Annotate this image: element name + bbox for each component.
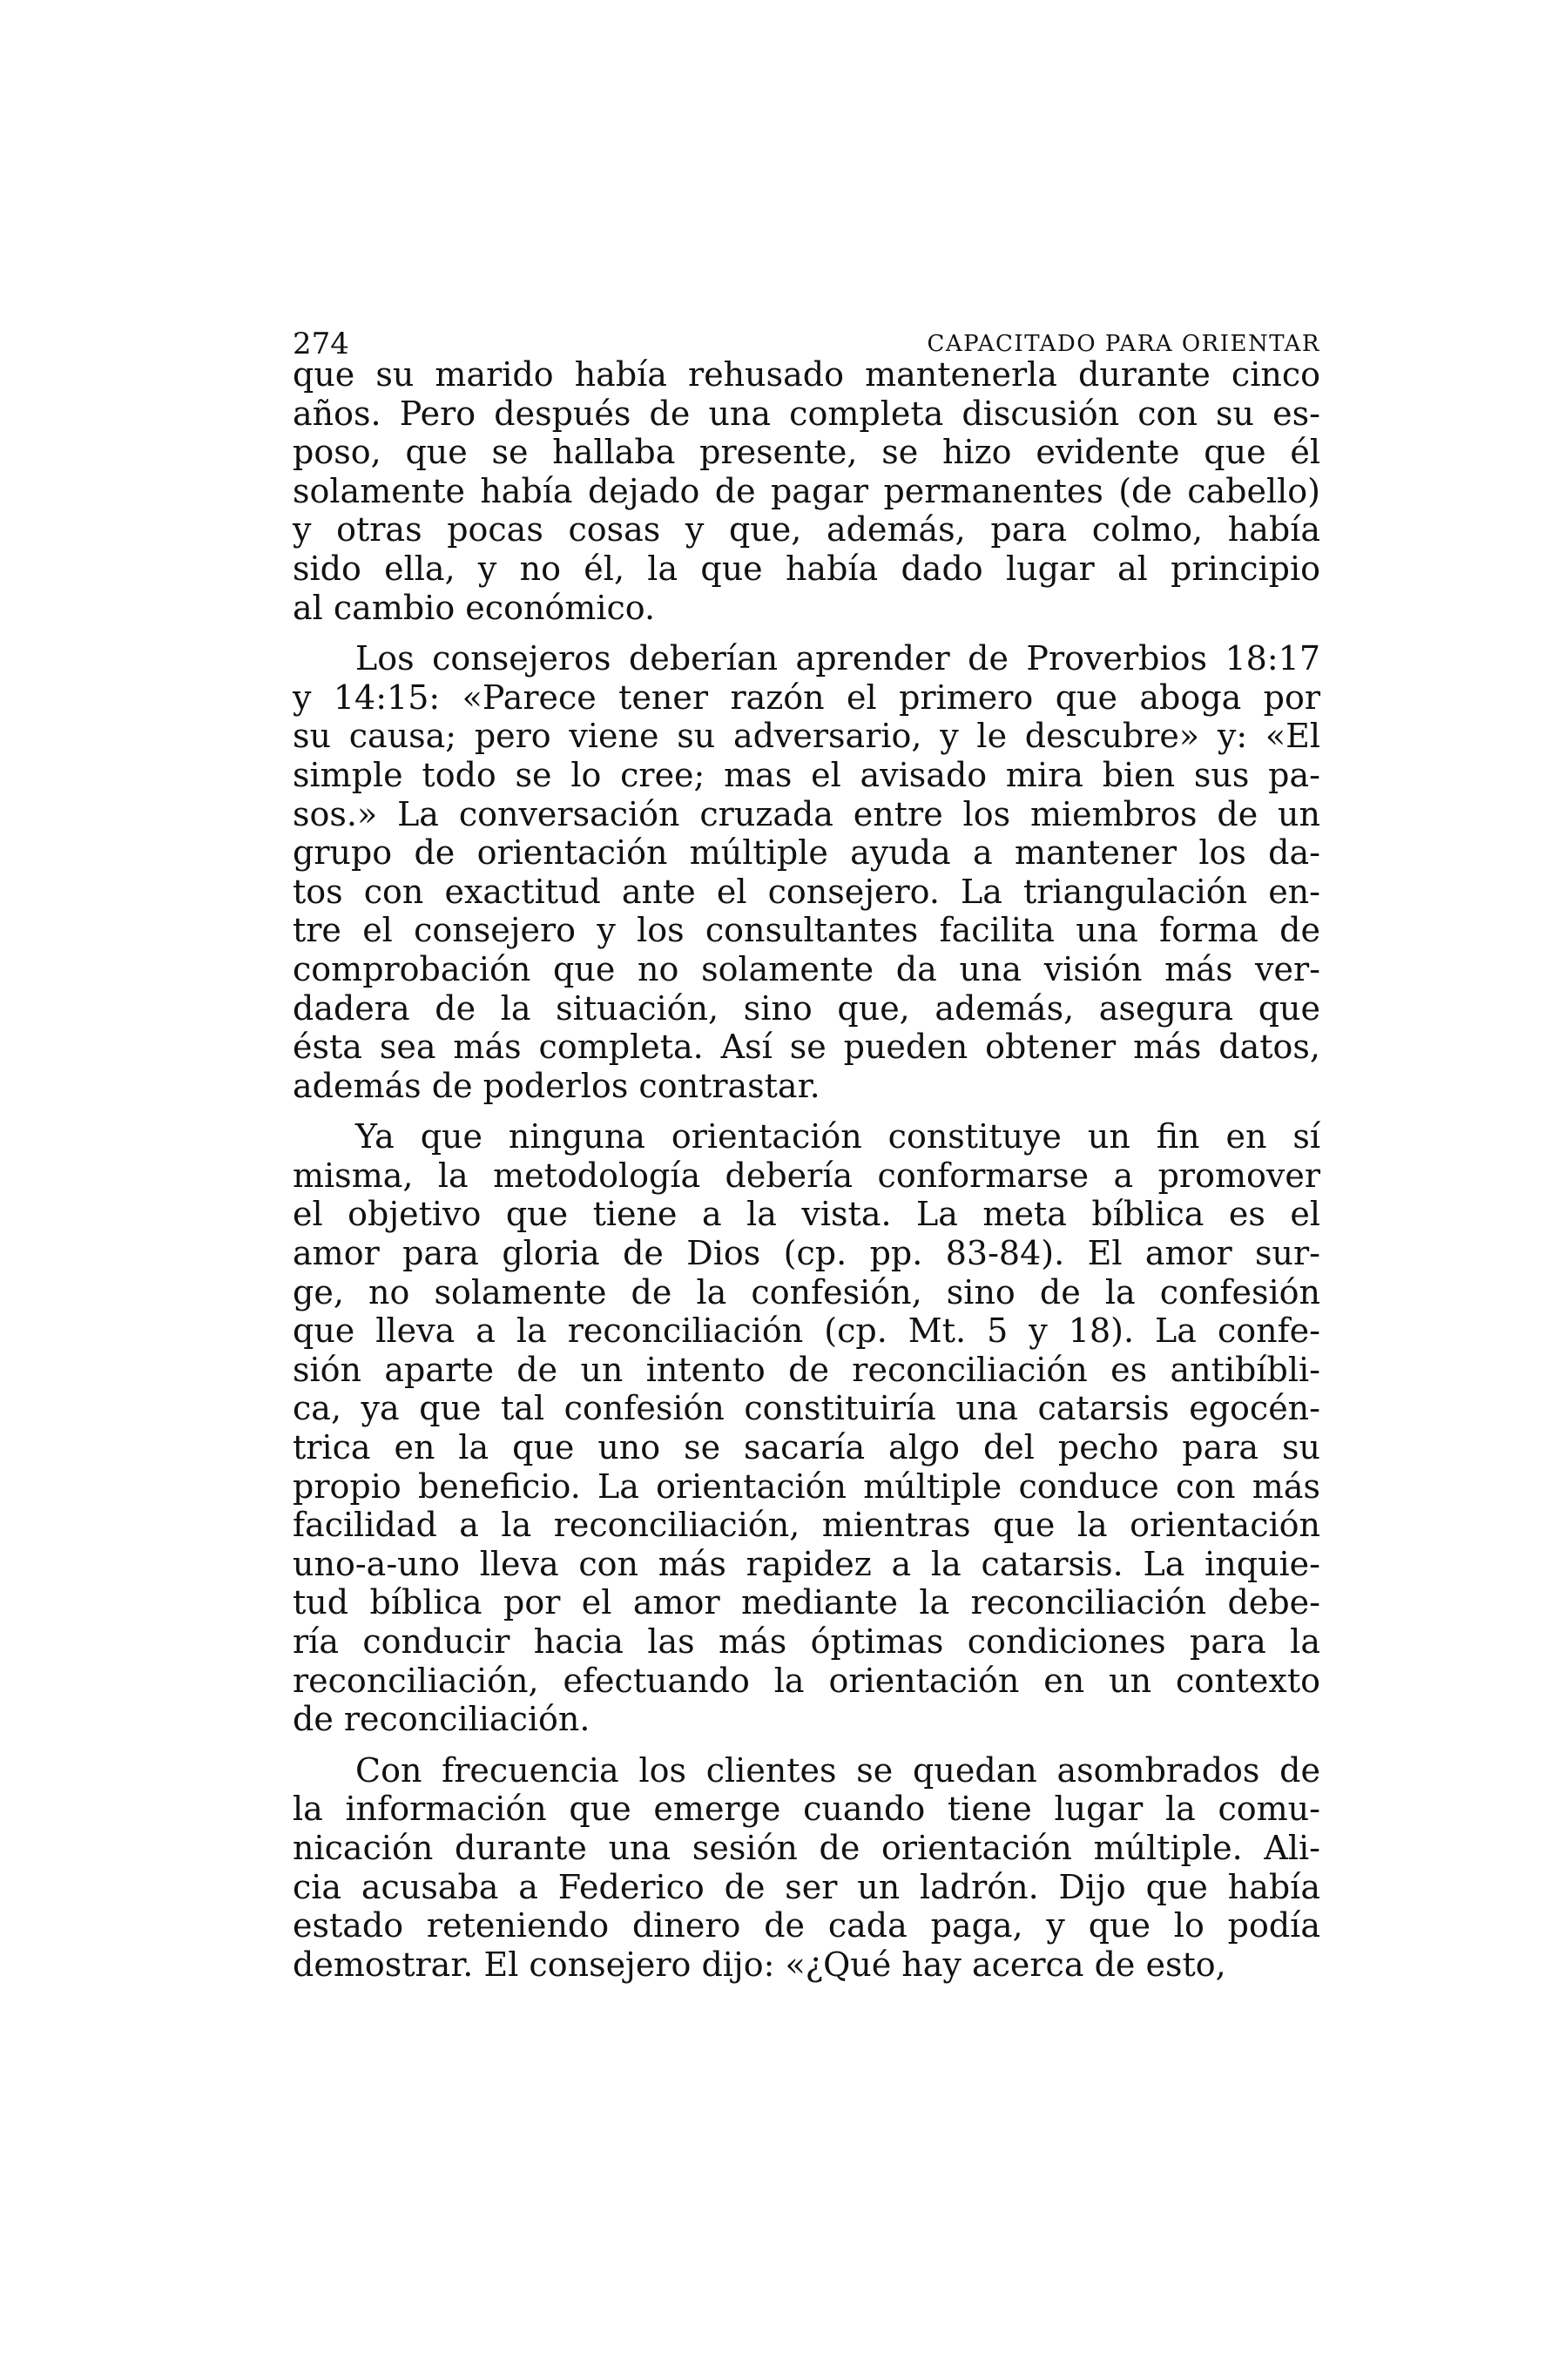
text-line: y 14:15: «Parece tener razón el primero que aboga por	[293, 678, 1320, 717]
paragraph	[293, 1117, 1320, 1739]
paragraph	[293, 1751, 1320, 1985]
text-line: sos.» La conversación cruzada entre los miembros de un	[293, 794, 1320, 833]
text-line: ésta sea más completa. Así se pueden obtener más datos,	[293, 1028, 1320, 1067]
text-line: además de poderlos contrastar.	[293, 1066, 820, 1105]
text-line: Con frecuencia los clientes se quedan asombrados de	[355, 1750, 1320, 1790]
text-line: su causa; pero viene su adversario, y le descubre» y: «El	[293, 717, 1320, 756]
text-line: amor para gloria de Dios (cp. pp. 83-84). El amor sur-	[293, 1234, 1320, 1273]
paragraph-gap	[293, 1105, 1320, 1117]
text-line: ca, ya que tal confesión constituiría una catarsis egocén-	[293, 1389, 1320, 1428]
paragraph	[293, 639, 1320, 1105]
text-line: estado reteniendo dinero de cada paga, y que lo podía	[293, 1906, 1320, 1945]
body-text	[293, 355, 1320, 1984]
text-line: ge, no solamente de la confesión, sino de la confesión	[293, 1272, 1320, 1311]
paragraph-gap	[293, 627, 1320, 639]
text-line: nicación durante una sesión de orientación múltiple. Ali-	[293, 1828, 1320, 1867]
text-line: que lleva a la reconciliación (cp. Mt. 5 y 18). La confe-	[293, 1311, 1320, 1351]
paragraph	[293, 355, 1320, 627]
text-line: facilidad a la reconciliación, mientras que la orientación	[293, 1506, 1320, 1545]
text-line: solamente había dejado de pagar permanentes (de cabello)	[293, 471, 1320, 510]
text-line: que su marido había rehusado mantenerla durante cinco	[293, 355, 1320, 394]
text-line: al cambio económico.	[293, 588, 656, 627]
text-line: Ya que ninguna orientación constituye un fin en sí	[355, 1117, 1320, 1156]
page-number: 274	[293, 327, 349, 361]
text-line: cia acusaba a Federico de ser un ladrón. Dijo que había	[293, 1867, 1320, 1906]
text-line: reconciliación, efectuando la orientación en un contexto	[293, 1661, 1320, 1700]
text-line: dadera de la situación, sino que, además, asegura que	[293, 988, 1320, 1028]
text-line: tos con exactitud ante el consejero. La triangulación en-	[293, 872, 1320, 911]
text-line: trica en la que uno se sacaría algo del pecho para su	[293, 1428, 1320, 1467]
text-line: ría conducir hacia las más óptimas condiciones para la	[293, 1622, 1320, 1661]
text-line: Los consejeros deberían aprender de Proverbios 18:17	[355, 639, 1320, 678]
text-line: el objetivo que tiene a la vista. La meta bíblica es el	[293, 1195, 1320, 1234]
text-line: de reconciliación.	[293, 1700, 590, 1739]
text-line: tud bíblica por el amor mediante la reconciliación debe-	[293, 1583, 1320, 1622]
paragraph-gap	[293, 1739, 1320, 1751]
text-line: demostrar. El consejero dijo: «¿Qué hay acerca de esto,	[293, 1945, 1226, 1984]
text-line: propio beneficio. La orientación múltiple conduce con más	[293, 1466, 1320, 1506]
text-line: sido ella, y no él, la que había dado lugar al principio	[293, 549, 1320, 588]
text-line: comprobación que no solamente da una visión más ver-	[293, 949, 1320, 988]
text-line: uno-a-uno lleva con más rapidez a la catarsis. La inquie-	[293, 1544, 1320, 1583]
text-line: simple todo se lo cree; mas el avisado mira bien sus pa-	[293, 755, 1320, 794]
text-line: y otras pocas cosas y que, además, para colmo, había	[293, 510, 1320, 549]
running-head: CAPACITADO PARA ORIENTAR	[927, 331, 1320, 357]
text-line: sión aparte de un intento de reconciliación es antibíbli-	[293, 1350, 1320, 1389]
text-line: tre el consejero y los consultantes facilita una forma de	[293, 911, 1320, 950]
text-line: grupo de orientación múltiple ayuda a mantener los da-	[293, 833, 1320, 873]
text-line: poso, que se hallaba presente, se hizo evidente que él	[293, 433, 1320, 472]
text-line: la información que emerge cuando tiene lugar la comu-	[293, 1790, 1320, 1829]
text-line: años. Pero después de una completa discusión con su es-	[293, 394, 1320, 433]
text-line: misma, la metodología debería conformarse a promover	[293, 1156, 1320, 1195]
